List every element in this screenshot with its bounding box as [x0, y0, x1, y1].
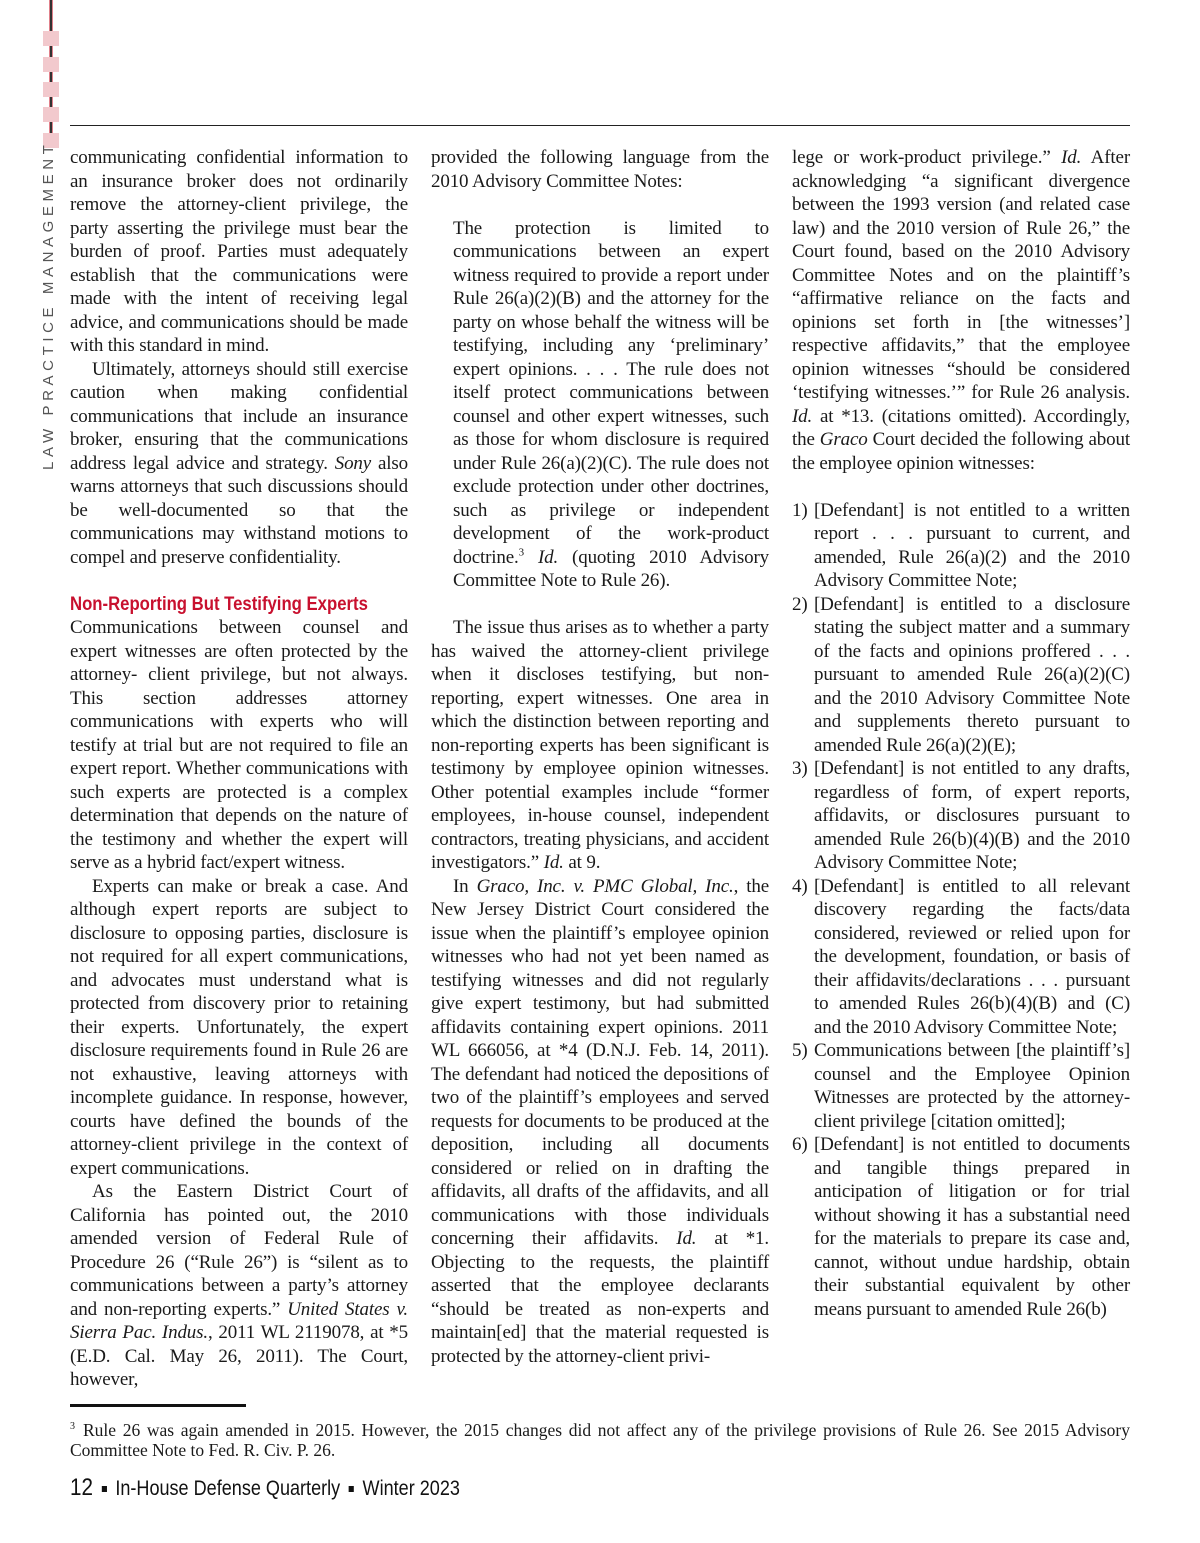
text-run: The issue thus arises as to whether a party has waived the attorney-client privilege when it discloses testifying, but non-reporting, expert witnesses. One area in which the distinction between reporting and non-reporting experts has been significant is testimony by employee opinion witnesses. Other potential examples include “former employees, in-house counsel, independent contractors, treating physicians, and accident investigators.” [431, 617, 769, 873]
italic-text: Sony [334, 452, 372, 474]
text-run: at 9. [563, 852, 601, 873]
text-run: Court decided the following about the employee opinion witnesses: [792, 429, 1130, 474]
list-text: [Defendant] is entitled to a disclosure stating the subject matter and a summary of the facts and opinions proffered . . . pursuant to amended Rule 26(a)(2)(C) and the 2010 Advisory Committee Note and supplements thereto pursuant to amended Rule 26(a)(2)(E); [814, 593, 1130, 756]
list-item [792, 875, 1130, 1040]
list-item [792, 499, 1130, 593]
footnote-number: 3 [70, 1420, 75, 1432]
italic-text: Graco, Inc. v. PMC Global, Inc. [476, 875, 734, 897]
list-number: 3) [792, 758, 808, 779]
text-run: The protection is limited to communications between an expert witness required to provide a report under Rule 26(a)(2)(B) and the attorney for the party on whose behalf the witness will be testifying, including any ‘preliminary’ expert opinions. . . . The rule does not itself protect communications between counsel and other expert witnesses, such as those for whom disclosure is required under Rule 26(a)(2)(C). The rule does not exclude protection under other doctrines, such as privilege or independent development of the work-product doctrine. [453, 217, 769, 568]
page-number: 12 [70, 1473, 93, 1501]
text-run: at *1. Objecting to the requests, the plaintiff asserted that the employee declarants “should be treated as non-experts and maintain[ed] that the material requested is protected by the attorney-client privi- [431, 1228, 769, 1367]
paragraph [792, 146, 1130, 475]
italic-text: Id. [537, 546, 559, 568]
list-number: 4) [792, 875, 808, 897]
quote-text [453, 217, 769, 593]
list-number: 1) [792, 499, 808, 521]
italic-text: Graco [819, 429, 868, 450]
section-label: LAW PRACTICE MANAGEMENT [40, 140, 57, 470]
list-text: [Defendant] is not entitled to a written report . . . pursuant to current, and amended, Rule 26(a)(2) and the 2010 Advisory Committee Note; [814, 499, 1130, 591]
text-run: at *13. (citations omitted). Accordingly, the [792, 405, 1130, 450]
list-number: 6) [792, 1134, 808, 1155]
section-heading: Non-Reporting But Testifying Experts [70, 593, 368, 615]
footnote [70, 1420, 1130, 1460]
text-run [524, 547, 538, 568]
paragraph [431, 146, 769, 193]
text-run: , 2011 WL 2119078, at *5 (E.D. Cal. May 26, 2011). The Court, however, [70, 1322, 409, 1390]
text-columns [70, 146, 1130, 1392]
paragraph [431, 875, 769, 1369]
list-number: 2) [792, 593, 808, 615]
text-run: Communications between counsel and expert witnesses are often protected by the attorney- client privilege, but not always. This section addresses attorney communications with experts who will testify at trial but are not required to file an expert report. Whether communications with such experts are protected is a complex determination that depends on the nature of the testimony and whether the expert will serve as a hybrid fact/expert witness. [70, 617, 408, 873]
list-text: [Defendant] is entitled to all relevant discovery regarding the facts/data considered, reviewed or relied upon for the development, foundation, or basis of their affidavits/declarations . . . pursuant to amended Rules 26(b)(4)(B) and (C) and the 2010 Advisory Committee Note; [814, 875, 1130, 1038]
paragraph [70, 146, 408, 358]
publication-name: In-House Defense Quarterly [115, 1476, 341, 1500]
block-quote [453, 217, 769, 593]
italic-text: Id. [1061, 147, 1082, 168]
list-item [792, 757, 1130, 875]
text-run: In [453, 875, 477, 897]
italic-text: Id. [543, 852, 564, 873]
page-footer [70, 1474, 982, 1503]
italic-text: Id. [792, 405, 813, 427]
footnote-ref: 3 [518, 546, 525, 559]
italic-text: Id. [676, 1228, 697, 1249]
paragraph [70, 875, 408, 1181]
text-run: communicating confidential information to an insurance broker does not ordinarily remove the attorney-client privilege, the party asserting the privilege must bear the burden of proof. Parties must adequately establish that the communications were made with the intent of receiving legal advice, and communications should be made with this standard in mind. [70, 147, 408, 356]
page-body [70, 0, 1130, 1543]
footnote-rule [70, 1404, 246, 1407]
list-text: [Defendant] is not entitled to documents and tangible things prepared in anticipation of litigation or for trial without showing it has a substantial need for the materials to prepare its case and, cannot, without undue hardship, obtain their substantial equivalent by other means pursuant to amended Rule 26(b) [814, 1134, 1130, 1320]
bullet-square-icon [102, 1486, 107, 1492]
section-marker-decoration [43, 0, 59, 150]
text-run: As the Eastern District Court of California has pointed out, the 2010 amended version of Federal Rule of Procedure 26 (“Rule 26”) is “silent as to communications between a party’s attorney and non-reporting experts.” [70, 1181, 408, 1320]
list-item [792, 1133, 1130, 1321]
numbered-list [792, 499, 1130, 1322]
text-run: After acknowledging “a significant divergence between the 1993 version (and related case law) and the 2010 version of Rule 26,” the Court found, based on the 2010 Advisory Committee Notes and on the plaintiff’s “affirmative reliance on the facts and opinions set forth in [the witnesses’] respective affidavits,” that the employee opinion witnesses “should be considered ‘testifying witnesses.’” for Rule 26 analysis. [792, 147, 1131, 403]
footnote-text: Rule 26 was again amended in 2015. However, the 2015 changes did not affect any of the privilege provisions of Rule 26. See 2015 Advisory Committee Note to Fed. R. Civ. P. 26. [70, 1419, 1130, 1460]
text-run: , the New Jersey District Court considered the issue when the plaintiff’s employee opinion witnesses who had not yet been named as testifying witnesses and did not regularly give expert testimony, but had submitted affidavits containing expert opinions. 2011 WL 666056, at *4 (D.N.J. Feb. 14, 2011). The defendant had noticed the depositions of two of the plaintiff’s employees and served requests for documents to be produced at the deposition, including all documents considered or relied on in drafting the affidavits, all drafts of the affidavits, and all communications with those individuals concerning their affidavits. [431, 875, 769, 1249]
paragraph [431, 616, 769, 875]
paragraph [70, 358, 408, 570]
issue-date: Winter 2023 [362, 1476, 460, 1500]
text-run: (quoting 2010 Advisory Committee Note to Rule 26). [453, 546, 769, 591]
list-number: 5) [792, 1040, 808, 1061]
column-2 [431, 146, 769, 1368]
italic-text: United States v. Sierra Pac. Indus. [70, 1298, 408, 1343]
column-1 [70, 146, 408, 1392]
list-text: Communications between [the plaintiff’s] counsel and the Employee Opinion Witnesses are protected by the attorney-client privilege [citation omitted]; [814, 1040, 1130, 1132]
text-run: Experts can make or break a case. And although expert reports are subject to disclosure to opposing parties, disclosure is not required for all expert communications, and advocates must understand what is protected from discovery prior to retaining their experts. Unfortunately, the expert disclosure requirements found in Rule 26 are not exhaustive, leaving attorneys with incomplete guidance. In response, however, courts have defined the bounds of the attorney-client privilege in the context of expert communications. [70, 875, 408, 1179]
text-run: also warns attorneys that such discussions should be well-documented so that the communications may withstand motions to compel and preserve confidentiality. [70, 452, 408, 568]
column-3 [792, 146, 1130, 1321]
paragraph [70, 1180, 408, 1392]
list-text: [Defendant] is not entitled to any drafts, regardless of form, of expert reports, affidavits, or disclosures pursuant to amended Rule 26(b)(4)(B) and the 2010 Advisory Committee Note; [814, 758, 1130, 873]
list-item [792, 1039, 1130, 1133]
paragraph [70, 616, 408, 875]
text-run: Ultimately, attorneys should still exercise caution when making confidential communications that include an insurance broker, ensuring that the communications address legal advice and strategy. [70, 358, 408, 474]
text-run: provided the following language from the 2010 Advisory Committee Notes: [431, 147, 769, 192]
list-item [792, 593, 1130, 758]
text-run: lege or work-product privilege.” [792, 147, 1062, 168]
bullet-square-icon [349, 1486, 354, 1492]
